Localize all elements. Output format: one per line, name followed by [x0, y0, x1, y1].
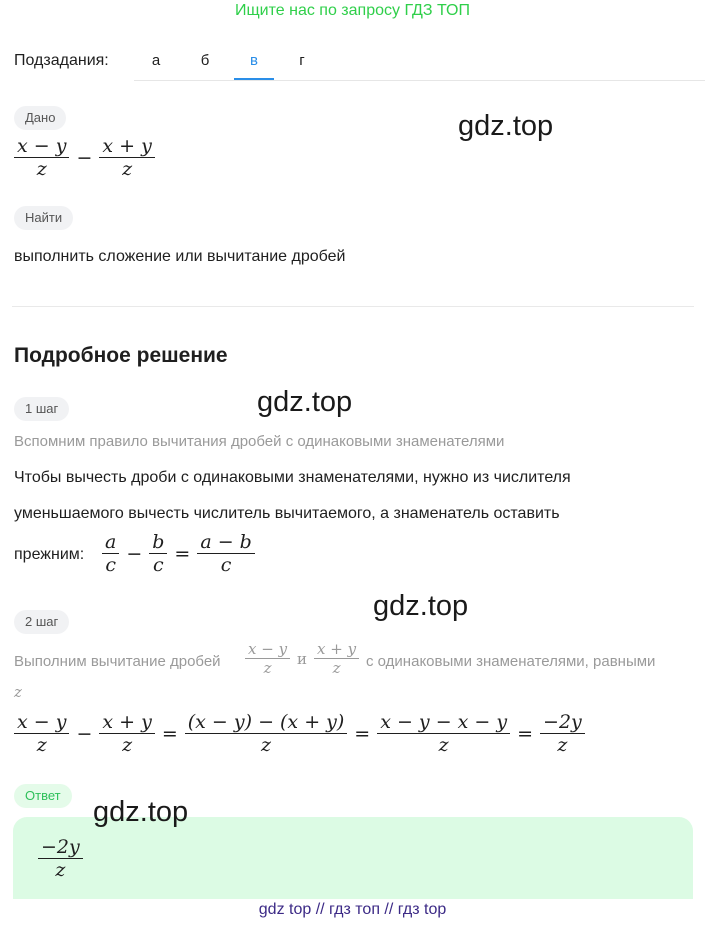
watermark: gdz.top: [93, 796, 189, 828]
given-frac2-den: z: [122, 158, 133, 180]
calc-frac3-num: (x − y) − (x + y): [187, 711, 345, 733]
calc-frac3-den: z: [261, 734, 272, 756]
active-tab-indicator: [234, 78, 274, 80]
given-fraction-1: [14, 135, 69, 180]
hint-frac-1: [245, 640, 290, 677]
hint-frac2-num: x + y: [317, 640, 357, 658]
step1-text-line2: уменьшаемого вычесть числитель вычитаемого, а знаменатель оставить: [14, 505, 560, 522]
answer-num: −2y: [41, 836, 80, 858]
rule-frac-result: [197, 531, 255, 576]
subtasks-bar: [14, 44, 694, 82]
rule-frac-b: [149, 531, 167, 576]
step1-text-line3: прежним:: [14, 546, 85, 563]
step1-text-line1: Чтобы вычесть дроби с одинаковыми знаменателями, нужно из числителя: [14, 469, 571, 486]
given-fraction-2: [99, 135, 154, 180]
hint-frac-2: [314, 640, 359, 677]
calc-frac5-den: z: [557, 734, 568, 756]
step1-hint: Вспомним правило вычитания дробей с одинаковыми знаменателями: [14, 433, 505, 450]
rule-num-a: a: [105, 531, 117, 553]
watermark: gdz.top: [373, 590, 469, 622]
watermark: gdz.top: [257, 386, 353, 418]
find-text: выполнить сложение или вычитание дробей: [14, 248, 346, 265]
given-chip: Дано: [14, 106, 66, 130]
tab-a[interactable]: а: [151, 52, 161, 69]
given-minus: −: [76, 146, 93, 169]
given-frac1-num: x − y: [17, 135, 67, 157]
step2-chip: 2 шаг: [14, 610, 69, 634]
calc-equals-2: =: [354, 722, 371, 745]
hint-and: и: [297, 649, 308, 668]
find-chip: Найти: [14, 206, 73, 230]
tab-v[interactable]: в: [250, 52, 258, 69]
answer-fraction: [38, 836, 83, 881]
hint-frac1-num: x − y: [248, 640, 288, 658]
step2-calculation: [12, 711, 587, 756]
given-frac1-den: z: [36, 158, 47, 180]
rule-minus: −: [126, 542, 143, 565]
calc-frac-2: [99, 711, 154, 756]
calc-frac-4: [377, 711, 510, 756]
answer-box: [13, 817, 693, 899]
watermark: gdz.top: [458, 110, 554, 142]
step2-hint-before: Выполним вычитание дробей: [14, 653, 221, 670]
solution-title: Подробное решение: [14, 344, 228, 367]
calc-frac2-num: x + y: [102, 711, 152, 733]
step2-hint-after: с одинаковыми знаменателями, равными: [366, 653, 656, 670]
calc-frac5-num: −2y: [543, 711, 582, 733]
step2-hint-var: z: [14, 683, 22, 701]
calc-minus: −: [76, 722, 93, 745]
rule-equals: =: [174, 542, 191, 565]
divider: [12, 306, 694, 307]
calc-frac2-den: z: [122, 734, 133, 756]
rule-num-result: a − b: [200, 531, 252, 553]
calc-frac1-num: x − y: [17, 711, 67, 733]
step2-hint-formula: [243, 640, 361, 677]
rule-den-c2: c: [153, 554, 164, 576]
hint-frac1-den: z: [263, 659, 272, 677]
answer-formula: [36, 836, 85, 881]
calc-frac-5: [540, 711, 585, 756]
calc-frac4-num: x − y − x − y: [380, 711, 508, 733]
tab-g[interactable]: г: [299, 52, 305, 69]
given-frac2-num: x + y: [102, 135, 152, 157]
footer-links[interactable]: gdz top // гдз топ // гдз top: [258, 901, 447, 918]
answer-den: z: [55, 859, 66, 881]
search-banner: Ищите нас по запросу ГДЗ ТОП: [235, 2, 470, 19]
rule-frac-a: [102, 531, 119, 576]
tab-b[interactable]: б: [200, 52, 210, 69]
calc-frac-3: [185, 711, 348, 756]
calc-equals-3: =: [517, 722, 534, 745]
rule-den-c1: c: [105, 554, 116, 576]
subtasks-label: Подзадания:: [14, 52, 109, 69]
calc-equals-1: =: [161, 722, 178, 745]
answer-chip: Ответ: [14, 784, 72, 808]
rule-num-b: b: [152, 531, 165, 553]
calc-frac4-den: z: [438, 734, 449, 756]
subtask-tabs: [134, 44, 705, 81]
hint-frac2-den: z: [332, 659, 341, 677]
step1-chip: 1 шаг: [14, 397, 69, 421]
calc-frac1-den: z: [36, 734, 47, 756]
rule-formula: [100, 531, 257, 576]
rule-den-result: c: [220, 554, 232, 576]
given-expression: [12, 135, 157, 180]
calc-frac-1: [14, 711, 69, 756]
